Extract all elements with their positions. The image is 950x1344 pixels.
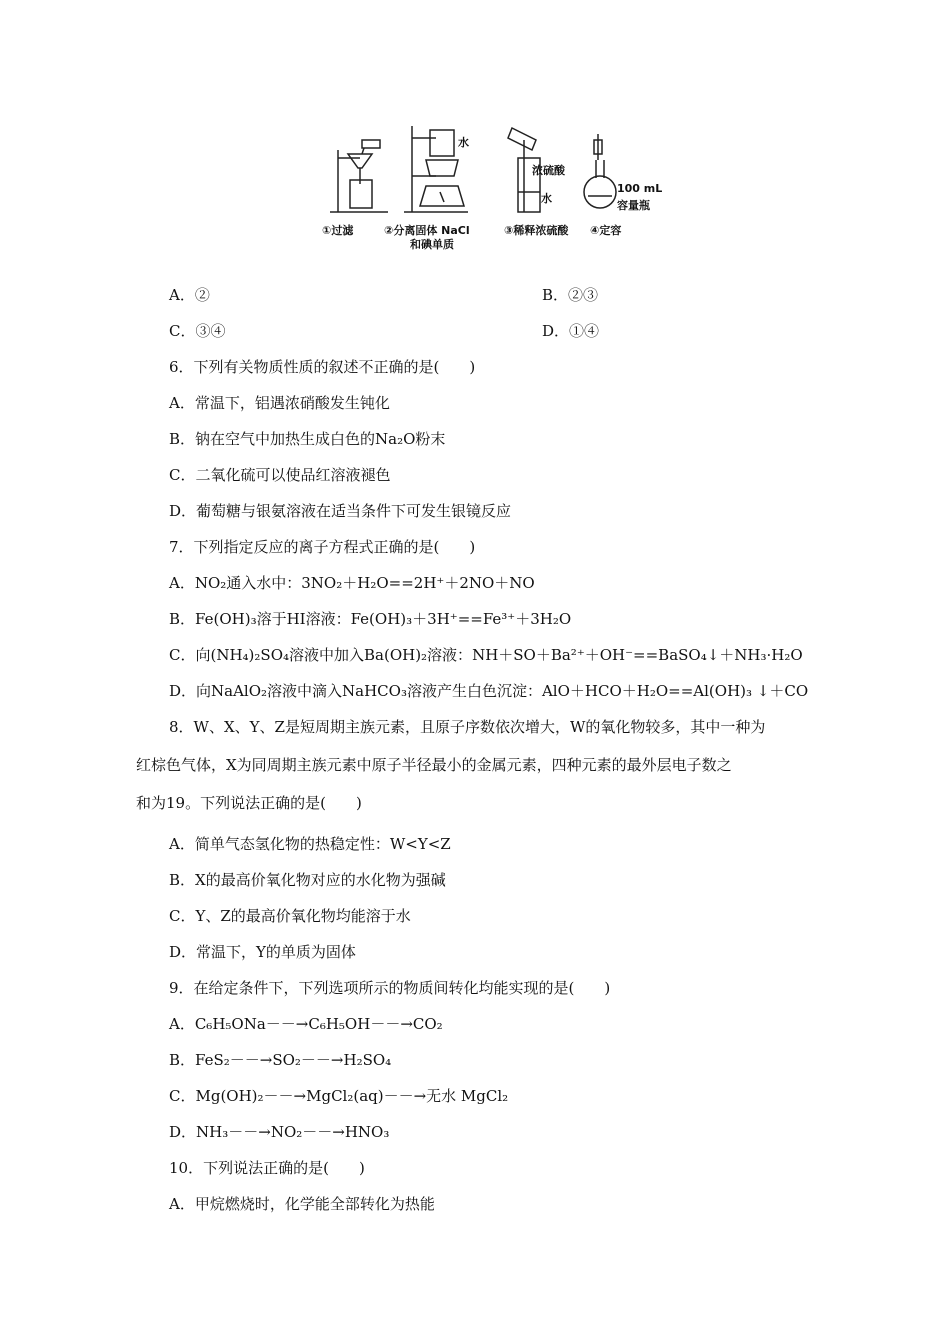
q10-stem: 10．下列说法正确的是( ) [169,1159,365,1177]
label-conc-sulfuric-acid: 浓硫酸 [532,164,565,177]
caption-4: ④定容 [590,224,622,237]
q9-stem: 9．在给定条件下，下列选项所示的物质间转化均能实现的是( ) [169,979,611,997]
q8-option-b: B．X的最高价氧化物对应的水化物为强碱 [169,871,446,889]
q8-stem-line1: 8．W、X、Y、Z是短周期主族元素，且原子序数依次增大，W的氧化物较多，其中一种为 [169,718,766,736]
q6-option-b: B．钠在空气中加热生成白色的Na₂O粉末 [169,430,446,448]
q6-option-c: C．二氧化硫可以使品红溶液褪色 [169,466,391,484]
q7-option-a: A．NO₂通入水中：3NO₂＋H₂O==2H⁺＋2NO＋NO [169,574,535,592]
q10-option-a: A．甲烷燃烧时，化学能全部转化为热能 [169,1195,435,1213]
q7-stem: 7．下列指定反应的离子方程式正确的是( ) [169,538,476,556]
q9-option-c: C．Mg(OH)₂－－→MgCl₂(aq)－－→无水 MgCl₂ [169,1087,509,1105]
caption-3: ③稀释浓硫酸 [504,224,569,237]
q7-option-d: D．向NaAlO₂溶液中滴入NaHCO₃溶液产生白色沉淀：AlO＋HCO＋H₂O==Al(OH)₃ ↓＋CO [169,682,809,700]
q8-option-a: A．简单气态氢化物的热稳定性：W<Y<Z [169,835,451,853]
q6-option-d: D．葡萄糖与银氨溶液在适当条件下可发生银镜反应 [169,502,512,520]
q6-option-a: A．常温下，铝遇浓硝酸发生钝化 [169,394,390,412]
label-water: 水 [458,136,469,149]
label-flask-volume: 100 mL [617,182,663,195]
label-flask-name: 容量瓶 [617,199,650,212]
q8-stem-line3: 和为19。下列说法正确的是( ) [136,794,362,812]
label-water-2: 水 [541,192,552,205]
q8-option-c: C．Y、Z的最高价氧化物均能溶于水 [169,907,411,925]
q7-option-b: B．Fe(OH)₃溶于HI溶液：Fe(OH)₃＋3H⁺==Fe³⁺＋3H₂O [169,610,572,628]
caption-2a: ②分离固体 NaCl [384,224,470,237]
caption-2b: 和碘单质 [410,238,454,251]
q9-option-a: A．C₆H₅ONa－－→C₆H₅OH－－→CO₂ [169,1015,443,1033]
q7-option-c: C．向(NH₄)₂SO₄溶液中加入Ba(OH)₂溶液：NH＋SO＋Ba²⁺＋OH⁻==BaSO₄↓＋NH₃·H₂O [169,646,803,664]
q5-option-b: B．②③ [542,286,599,304]
q8-option-d: D．常温下，Y的单质为固体 [169,943,356,961]
q8-stem-line2: 红棕色气体，X为同周期主族元素中原子半径最小的金属元素，四种元素的最外层电子数之 [136,756,732,774]
q9-option-b: B．FeS₂－－→SO₂－－→H₂SO₄ [169,1051,392,1069]
apparatus-figure [322,120,668,255]
q5-option-d: D．①④ [542,322,600,340]
filtration-apparatus [330,140,388,212]
q5-option-a: A．② [169,286,210,304]
volumetric-flask [584,134,616,208]
q5-option-c: C．③④ [169,322,226,340]
q6-stem: 6．下列有关物质性质的叙述不正确的是( ) [169,358,476,376]
caption-1: ①过滤 [322,224,354,237]
q9-option-d: D．NH₃－－→NO₂－－→HNO₃ [169,1123,390,1141]
